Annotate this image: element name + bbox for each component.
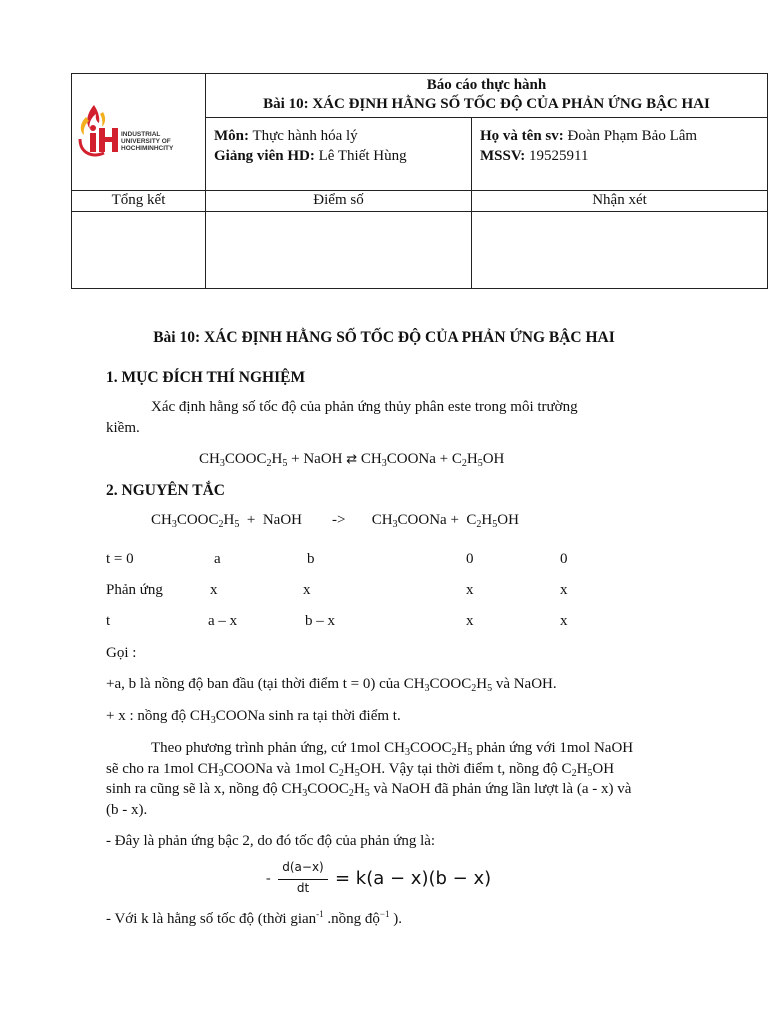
section-1-text-line-1: Xác định hằng số tốc độ của phản ứng thủy phân este trong môi trường (151, 399, 578, 415)
row-reaction-d: x (560, 582, 568, 598)
section-1-heading: 1. MỤC ĐÍCH THÍ NGHIỆM (106, 369, 306, 386)
teacher-label: Giảng viên HD: (214, 148, 315, 164)
subject-label: Môn: (214, 128, 249, 144)
logo-text-1: INDUSTRIAL (121, 130, 161, 138)
report-title: Báo cáo thực hành (426, 77, 547, 93)
note-x: + x : nồng độ $CH_3COONa$ sinh ra tại thời điểm t. (106, 708, 401, 726)
logo-cell (72, 74, 206, 191)
row-reaction-b: x (303, 582, 311, 598)
row-t0-c: 0 (466, 551, 474, 567)
section-2-heading: 2. NGUYÊN TẮC (106, 482, 225, 499)
summary-header: Tổng kết (72, 191, 206, 212)
row-t-d: x (560, 613, 568, 629)
formula-denominator: dt (296, 881, 310, 895)
section-1-text-line-2: kiềm. (106, 420, 140, 436)
student-id-label: MSSV: (480, 148, 526, 164)
student-id-value: 19525911 (529, 148, 589, 164)
score-cell[interactable] (206, 212, 472, 289)
formula-rhs: = k(a − x)(b − x) (335, 868, 492, 889)
reaction-equation: $CH_3COOC_2H_5$ + NaOH -> $CH_3COONa + C_2H_5OH$ (151, 512, 519, 530)
course-info-cell (206, 118, 472, 191)
goi-label: Gọi : (106, 645, 137, 661)
row-t0-a: a (214, 551, 221, 567)
row-reaction-a: x (210, 582, 218, 598)
summary-cell (72, 212, 206, 289)
score-header: Điểm số (206, 191, 472, 212)
row-reaction-label: Phản ứng (106, 582, 163, 598)
row-t-a: a – x (208, 613, 238, 629)
row-t0-d: 0 (560, 551, 568, 567)
comment-cell[interactable] (472, 212, 768, 289)
subject-value: Thực hành hóa lý (252, 128, 358, 144)
logo-text-2: UNIVERSITY OF (121, 137, 171, 145)
equilibrium-equation: $CH_3COOC_2H_5$ + NaOH ⇄ $CH_3COONa + C_2H_5OH$ (199, 451, 505, 469)
formula-numerator: d(a−x) (282, 860, 324, 874)
comment-header: Nhận xét (472, 191, 768, 212)
header-title-cell (206, 74, 768, 118)
row-t0-b: b (307, 551, 315, 567)
row-t-label: t (106, 613, 111, 629)
student-label: Họ và tên sv: (480, 128, 564, 144)
university-logo (72, 95, 206, 165)
student-value: Đoàn Phạm Bảo Lâm (567, 128, 698, 144)
logo-text-3: HOCHIMINHCITY (121, 144, 174, 152)
row-reaction-c: x (466, 582, 474, 598)
row-t-b: b – x (305, 613, 335, 629)
theo-paragraph: Theo phương trình phản ứng, cứ 1mol $CH_3COOC_2H_5$ phản ứng với 1mol NaOH sẽ cho ra 1mol $CH_3COONa$ và 1mol $C_2H_5OH$. Vậy tại thời điểm t, nồng độ $C_2H_5OH$ sinh ra cũng sẽ là x, nồng độ $CH_3COOC_2H_5$ và NaOH đã phản ứng lần lượt là (a - x) và (b - x). (106, 740, 634, 818)
row-t0-label: t = 0 (106, 551, 134, 567)
lesson-title: Bài 10: XÁC ĐỊNH HẰNG SỐ TỐC ĐỘ CỦA PHẢN ỨNG BẬC HAI (263, 96, 710, 112)
report-header-table (71, 73, 768, 289)
note-a-b: +a, b là nồng độ ban đầu (tại thời điểm t = 0) của $CH_3COOC_2H_5$ và NaOH. (106, 676, 557, 694)
second-order-text: - Đây là phản ứng bậc 2, do đó tốc độ của phản ứng là: (106, 833, 436, 849)
student-info-cell (472, 118, 768, 191)
document-title: Bài 10: XÁC ĐỊNH HẰNG SỐ TỐC ĐỘ CỦA PHẢN ỨNG BẬC HAI (153, 329, 615, 346)
row-t-c: x (466, 613, 474, 629)
teacher-value: Lê Thiết Hùng (318, 148, 407, 164)
k-definition: - Với k là hằng số tốc độ (thời gian$^{-1}$ .nồng độ$^{-1}$ ). (106, 909, 402, 927)
